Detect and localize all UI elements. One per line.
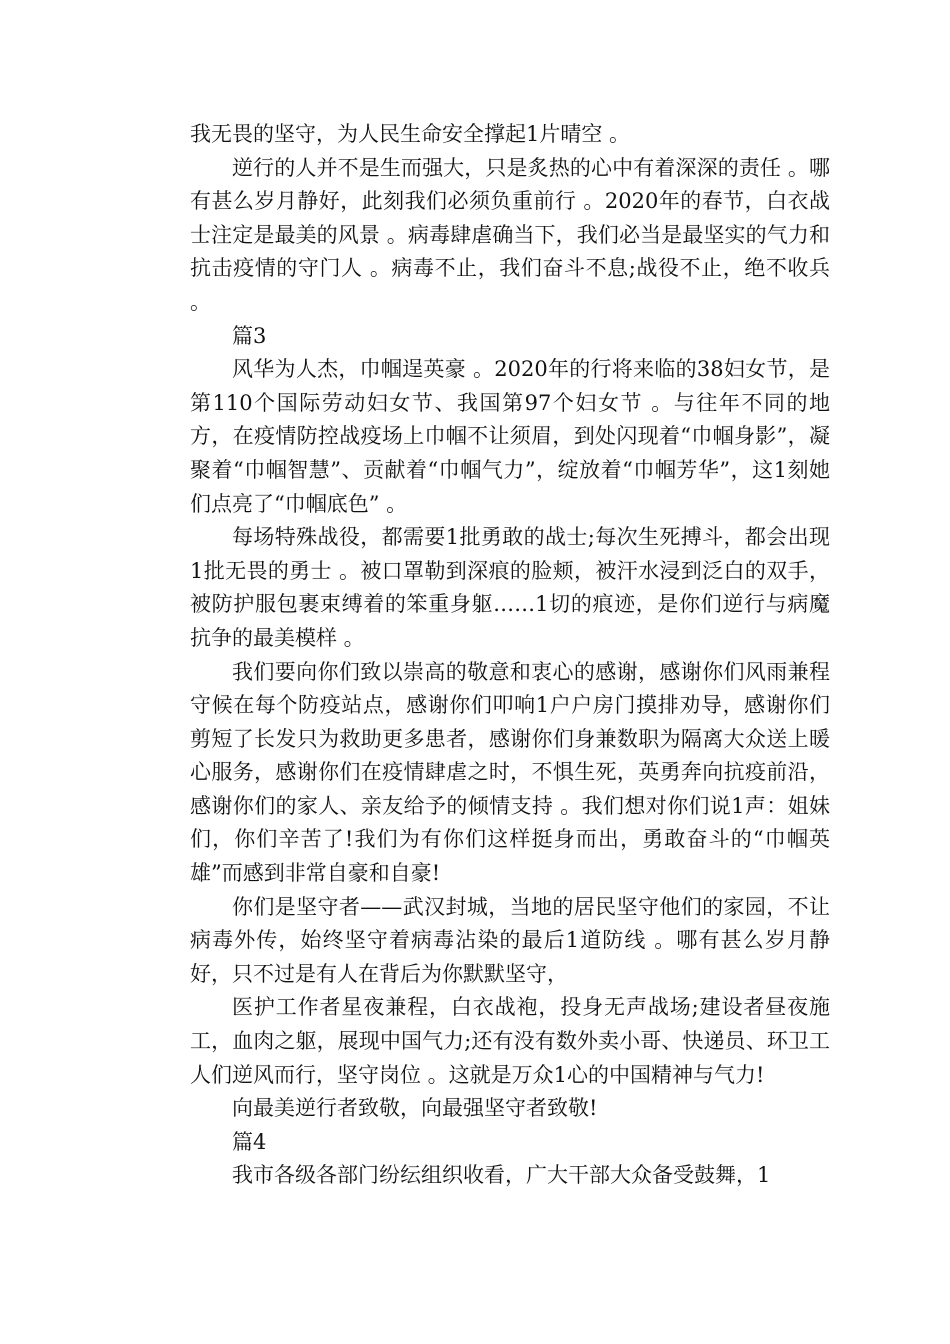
paragraph: 你们是坚守者——武汉封城，当地的居民坚守他们的家园，不让病毒外传，始终坚守着病毒沾染的最后1道防线 。哪有甚么岁月静好，只不过是有人在背后为你默默坚守， [190,894,830,986]
section-heading: 篇4 [232,1129,267,1154]
paragraph: 每场特殊战役，都需要1批勇敢的战士;每次生死搏斗，都会出现1批无畏的勇士 。被口罩勒到深痕的脸颊，被汗水浸到泛白的双手，被防护服包裹束缚着的笨重身躯……1切的痕迹，是你们逆行与病魔抗争的最美模样 。 [190,525,830,650]
body-text [190,118,830,1193]
paragraph: 我们要向你们致以崇高的敬意和衷心的感谢，感谢你们风雨兼程守候在每个防疫站点，感谢你们叩响1户户房门摸排劝导，感谢你们剪短了长发只为救助更多患者，感谢你们身兼数职为隔离大众送上暖心服务，感谢你们在疫情肆虐之时，不惧生死，英勇奔向抗疫前沿，感谢你们的家人、亲友给予的倾情支持 。我们想对你们说1声：姐妹们，你们辛苦了!我们为有你们这样挺身而出，勇敢奋斗的“巾帼英雄”而感到非常自豪和自豪! [190,659,830,886]
paragraph: 风华为人杰，巾帼逞英豪 。2020年的行将来临的38妇女节，是第110个国际劳动妇女节、我国第97个妇女节 。与往年不同的地方，在疫情防控战疫场上巾帼不让须眉，到处闪现着“巾帼身影”，凝聚着“巾帼智慧”、贡献着“巾帼气力”，绽放着“巾帼芳华”，这1刻她们点亮了“巾帼底色” 。 [190,357,830,516]
paragraph: 我无畏的坚守，为人民生命安全撑起1片晴空 。 [190,122,631,146]
paragraph: 我市各级各部门纷纭组织收看，广大干部大众备受鼓舞，1 [232,1163,771,1188]
section-heading: 篇3 [232,323,267,348]
paragraph: 医护工作者星夜兼程，白衣战袍，投身无声战场;建设者昼夜施工，血肉之躯，展现中国气力;还有没有数外卖小哥、快递员、环卫工人们逆风而行，坚守岗位 。这就是万众1心的中国精神与气力! [190,995,830,1087]
paragraph: 逆行的人并不是生而强大，只是炙热的心中有着深深的责任 。哪有甚么岁月静好，此刻我们必须负重前行 。2020年的春节，白衣战士注定是最美的风景 。病毒肆虐确当下，我们必当是最坚实的气力和抗击疫情的守门人 。病毒不止，我们奋斗不息;战役不止，绝不收兵 。 [190,155,830,314]
paragraph: 向最美逆行者致敬，向最强坚守者致敬! [232,1096,598,1121]
